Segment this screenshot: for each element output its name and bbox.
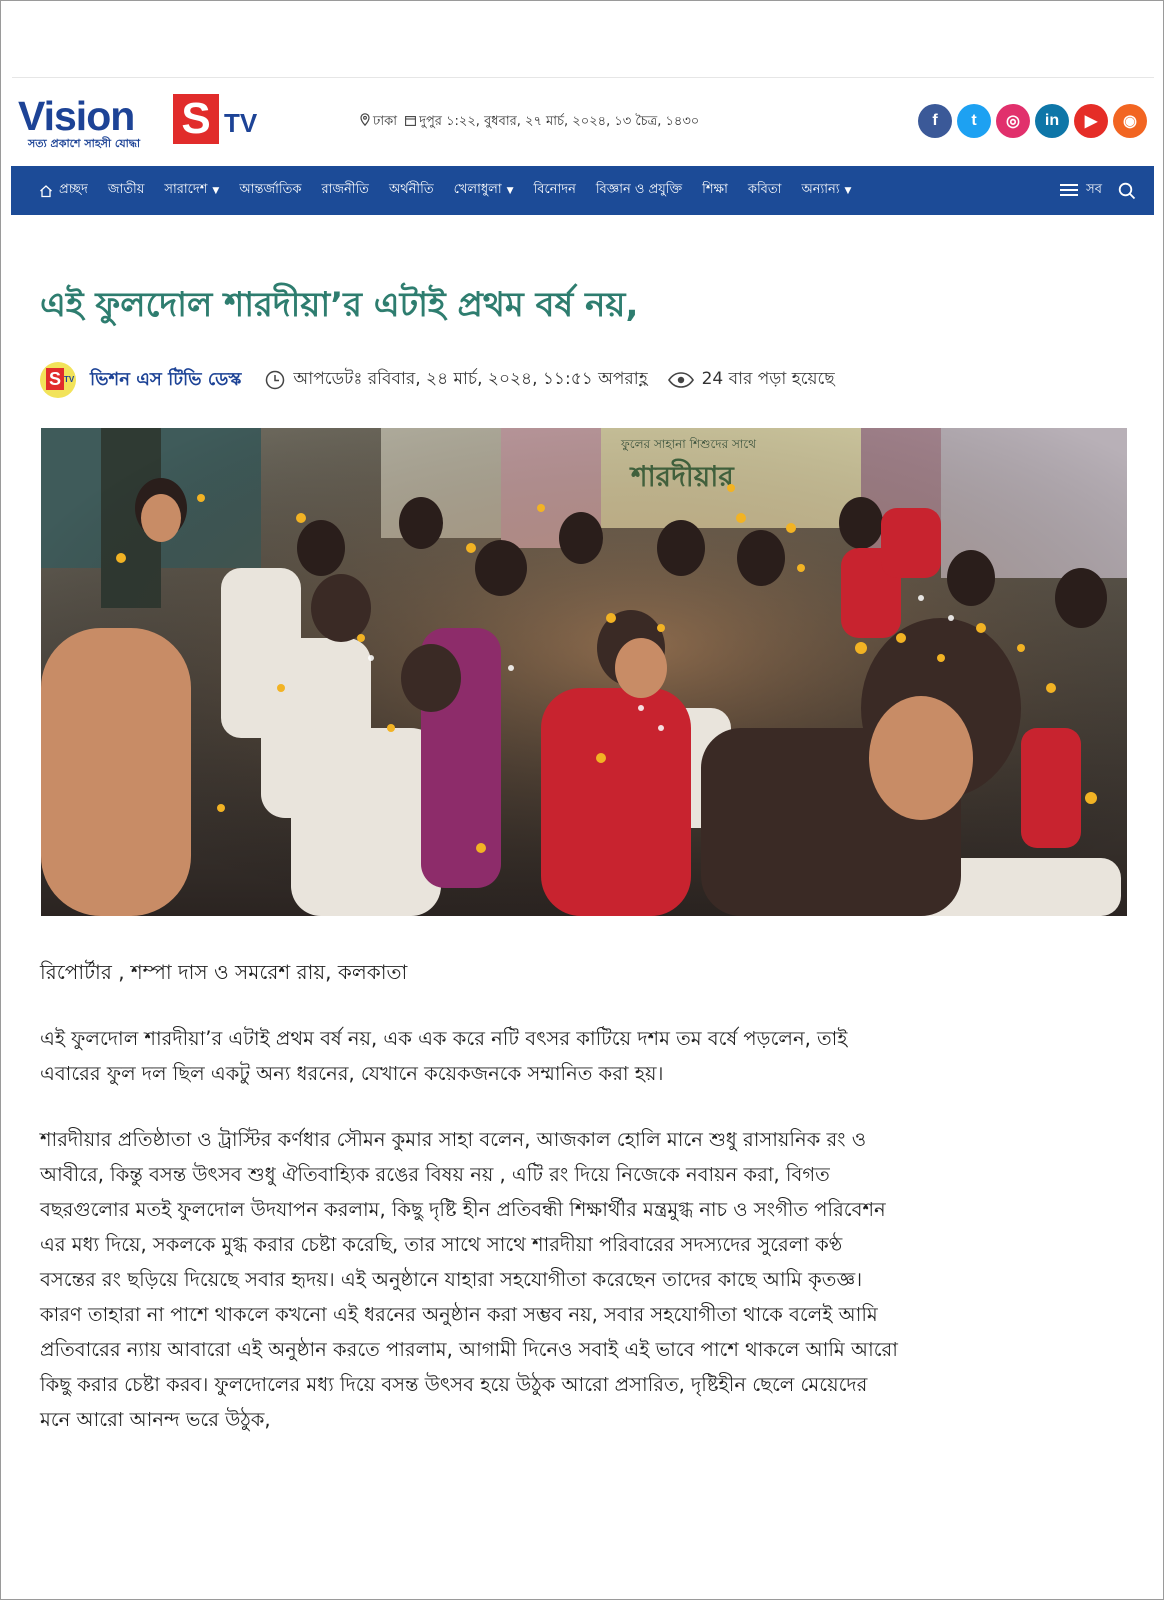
rss-icon[interactable]: ◉ [1113,104,1147,138]
search-icon[interactable] [1118,182,1136,200]
instagram-icon[interactable]: ◎ [996,104,1030,138]
nav-item-5[interactable] [311,180,379,201]
avatar-tv: TV [64,375,75,384]
paragraph-line: বসন্তের রং ছড়িয়ে দিয়েছে সবার হৃদয়। এই অনুষ্ঠানে যাহারা সহযোগীতা করেছেন তাদের কাছে আমি কৃতজ্ঞ। [40,1268,863,1291]
festival-photo-illustration [41,428,1127,916]
article-paragraph-1 [40,1021,1125,1091]
article-title: এই ফুলদোল শারদীয়া’র এটাই প্রথম বর্ষ নয়, [40,285,639,325]
nav-item-10[interactable] [692,180,738,201]
caret-down-icon: ▼ [506,185,514,196]
home-icon [39,184,53,198]
nav-item-label: কবিতা [747,182,782,197]
nav-item-3[interactable] [154,180,229,201]
paragraph-line: এর মধ্য দিয়ে, সকলকে মুগ্ধ করার চেষ্টা করেছি, তার সাথে সাথে শারদীয়া পরিবারের সদস্যদের সুরেলা কণ্ঠ [40,1233,843,1256]
nav-item-4[interactable] [229,180,311,201]
nav-item-label: বিজ্ঞান ও প্রযুক্তি [595,182,683,197]
logo-s-mark: S [173,94,219,144]
nav-item-2[interactable] [98,180,155,201]
social-links [918,104,1147,140]
nav-item-label: বিনোদন [533,182,576,197]
nav-item-label: শিক্ষা [702,182,728,197]
nav-item-7[interactable] [444,180,524,201]
nav-item-label: সারাদেশ [164,182,208,197]
youtube-icon[interactable]: ▶ [1074,104,1108,138]
nav-right [1060,166,1136,215]
author-link[interactable]: ভিশন এস টিভি ডেস্ক [90,368,242,390]
twitter-icon[interactable]: t [957,104,991,138]
header-dateline [360,112,703,133]
author-avatar [40,362,76,398]
paragraph-line: মনে আরো আনন্দ ভরে উঠুক, [40,1408,271,1431]
nav-item-1[interactable] [29,180,98,201]
nav-item-label: আন্তর্জাতিক [239,182,302,197]
calendar-icon [405,115,416,126]
caret-down-icon: ▼ [844,185,852,196]
top-divider [12,77,1154,78]
paragraph-line: প্রতিবারের ন্যায় আবারো এই অনুষ্ঠান করতে পারলাম, আগামী দিনেও সবাই এই ভাবে পাশে থাকলে আমি আরো [40,1338,898,1361]
nav-item-6[interactable] [379,180,444,201]
avatar-s-mark: S [46,368,64,390]
nav-item-label: খেলাধুলা [453,182,502,197]
paragraph-line: কিছু করার চেষ্টা করব। ফুলদোলের মধ্য দিয়ে বসন্ত উৎসব হয়ে উঠুক আরো প্রসারিত, দৃষ্টিহীন ছেলে মেয়েদের [40,1373,868,1396]
nav-items [29,166,861,215]
paragraph-line: কারণ তাহারা না পাশে থাকলে কখনো এই ধরনের অনুষ্ঠান করা সম্ভব নয়, সবার সহযোগীতা থাকে বলেই আমি [40,1303,878,1326]
article-paragraph-2 [40,1122,1125,1437]
article-meta [40,362,835,398]
site-logo[interactable] [18,94,268,156]
hamburger-icon [1060,184,1078,197]
logo-tv: TV [224,108,258,138]
nav-item-11[interactable] [738,180,792,201]
nav-item-12[interactable] [791,180,861,201]
facebook-icon[interactable]: f [918,104,952,138]
caret-down-icon: ▼ [212,185,220,196]
paragraph-line: আবীরে, কিন্তু বসন্ত উৎসব শুধু ঐতিবাহ্যিক রঙের বিষয় নয় , এটি রং দিয়ে নিজেকে নবায়ন করা, বিগত [40,1163,830,1186]
nav-item-label: প্রচ্ছদ [59,182,88,197]
nav-item-label: জাতীয় [107,182,145,197]
clock-icon [265,370,285,390]
paragraph-line: শারদীয়ার প্রতিষ্ঠাতা ও ট্রাস্টির কর্ণধার সৌমন কুমার সাহা বলেন, আজকাল হোলি মানে শুধু রাসায়নিক রং ও [40,1128,867,1151]
nav-item-label: অর্থনীতি [388,182,434,197]
article-byline: রিপোর্টার , শম্পা দাস ও সমরেশ রায়, কলকাতা [40,960,408,984]
paragraph-line: এবারের ফুল দল ছিল একটু অন্য ধরনের, যেখানে কয়েকজনকে সম্মানিত করা হয়। [40,1062,664,1085]
logo-wordmark: Vision [18,93,135,139]
header-location: ঢাকা [373,114,397,129]
all-menu-label: সব [1086,182,1102,197]
view-count: 24 বার পড়া হয়েছে [701,369,835,389]
all-menu-button[interactable] [1060,180,1102,201]
header-datetime: দুপুর ১:২২, বুধবার, ২৭ মার্চ, ২০২৪, ১৩ চৈত্র, ১৪৩০ [419,114,700,129]
updated-time: আপডেটঃ রবিবার, ২৪ মার্চ, ২০২৪, ১১:৫১ অপরাহ্ণ [293,369,648,389]
nav-item-8[interactable] [524,180,586,201]
location-pin-icon [360,113,370,126]
eye-icon [668,372,694,388]
main-nav [11,166,1154,215]
nav-item-9[interactable] [586,180,692,201]
nav-item-label: রাজনীতি [321,182,369,197]
article-photo [41,428,1127,916]
nav-item-label: অন্যান্য [801,182,840,197]
logo-tagline: সত্য প্রকাশে সাহসী যোদ্ধা [28,137,141,150]
linkedin-icon[interactable]: in [1035,104,1069,138]
paragraph-line: বছরগুলোর মতই ফুলদোল উদযাপন করলাম, কিছু দৃষ্টি হীন প্রতিবন্ধী শিক্ষার্থীর মন্ত্রমুগ্ধ নাচ ও সংগীত পরিবেশন [40,1198,886,1221]
paragraph-line: এই ফুলদোল শারদীয়া’র এটাই প্রথম বর্ষ নয়, এক এক করে নটি বৎসর কাটিয়ে দশম তম বর্ষে পড়লেন, তাই [40,1027,848,1050]
